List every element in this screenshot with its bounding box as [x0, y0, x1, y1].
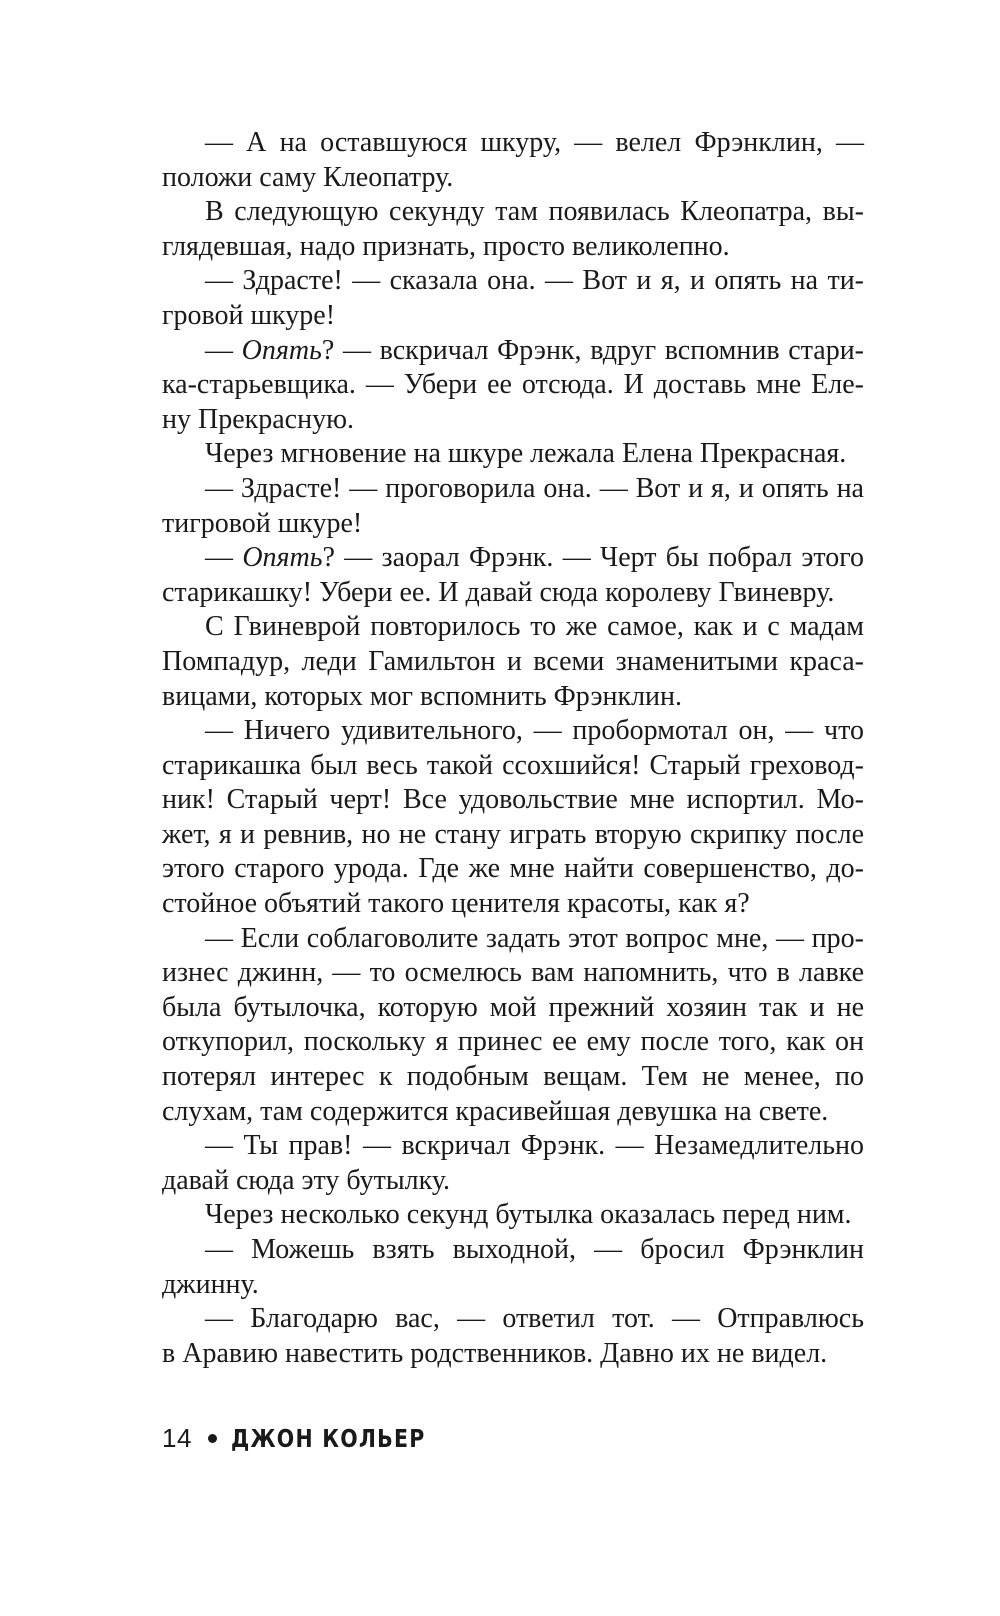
- text-line: — Здрасте! — сказала она. — Вот и я, и опять на ти-: [205, 265, 864, 297]
- paragraph: [162, 922, 864, 1130]
- text-run: —: [205, 334, 242, 366]
- page-number: 14: [162, 1423, 192, 1453]
- paragraph: [162, 472, 864, 541]
- text-line: [162, 334, 864, 369]
- italic-emphasis: Опять: [242, 542, 323, 574]
- paragraph: [162, 334, 864, 438]
- text-line: — Благодарю вас, — ответил тот. — Отправлюсь: [205, 1303, 864, 1335]
- text-line: С Гвиневрой повторилось то же самое, как и с мадам: [205, 611, 864, 643]
- paragraph: [162, 126, 864, 195]
- text-line: старикашка был весь такой ссохшийся! Старый греховод-: [162, 749, 864, 781]
- text-line: джинну.: [162, 1268, 259, 1300]
- running-author-name: ДЖОН КОЛЬЕР: [230, 1424, 426, 1453]
- text-run: —: [205, 542, 243, 574]
- paragraph: [162, 437, 864, 472]
- text-line: глядевшая, надо признать, просто великолепно.: [162, 230, 730, 262]
- text-line: этого старого урода. Где же мне найти совершенство, до-: [162, 853, 864, 885]
- text-line: — Можешь взять выходной, — бросил Фрэнклин: [205, 1234, 864, 1265]
- text-line: слухам, там содержится красивейшая девушка на свете.: [162, 1095, 829, 1127]
- text-line: давай сюда эту бутылку.: [162, 1164, 451, 1196]
- bullet-separator-icon: [208, 1434, 217, 1443]
- text-line: откупорил, поскольку я принес ее ему после того, как он: [162, 1026, 864, 1058]
- text-line: положи саму Клеопатру.: [162, 161, 454, 193]
- text-line: ну Прекрасную.: [162, 403, 354, 435]
- paragraph: [162, 714, 864, 922]
- text-line: гровой шкуре!: [162, 299, 336, 331]
- text-line: старикашку! Убери ее. И давай сюда королеву Гвиневру.: [162, 576, 835, 608]
- text-line: — А на оставшуюся шкуру, — велел Фрэнклин, —: [205, 127, 864, 158]
- paragraph: [162, 1233, 864, 1302]
- paragraph: [162, 1129, 864, 1198]
- text-line: изнес джинн, — то осмелюсь вам напомнить, что в лавке: [162, 957, 864, 989]
- paragraph: [162, 541, 864, 610]
- text-line: тигровой шкуре!: [162, 507, 363, 539]
- text-line: жет, я и ревнив, но не стану играть вторую скрипку после: [162, 818, 864, 850]
- page-body-text: [162, 126, 864, 1371]
- text-line: ка-старьевщика. — Убери ее отсюда. И доставь мне Еле-: [162, 369, 864, 401]
- text-run: ? — заорал Фрэнк. — Черт бы побрал этого: [322, 542, 865, 574]
- paragraph: [162, 1302, 864, 1371]
- text-line: была бутылочка, которую мой прежний хозяин так и не: [162, 991, 864, 1023]
- text-run: ? — вскричал Фрэнк, вдруг вспомнив стари-: [321, 334, 865, 366]
- text-line: В следующую секунду там появилась Клеопатра, вы-: [205, 196, 864, 228]
- text-line: ник! Старый черт! Все удовольствие мне испортил. Мо-: [162, 784, 864, 816]
- text-line: Через несколько секунд бутылка оказалась перед ним.: [205, 1199, 852, 1231]
- paragraph: [162, 610, 864, 714]
- text-line: [162, 541, 864, 576]
- text-line: стойное объятий такого ценителя красоты, как я?: [162, 888, 750, 920]
- text-line: — Ничего удивительного, — пробормотал он, — что: [205, 715, 864, 747]
- text-line: Помпадур, леди Гамильтон и всеми знаменитыми краса-: [162, 645, 864, 677]
- text-line: — Здрасте! — проговорила она. — Вот и я, и опять на: [205, 472, 864, 504]
- text-line: в Аравию навестить родственников. Давно их не видел.: [162, 1337, 828, 1369]
- text-line: вицами, которых мог вспомнить Фрэнклин.: [162, 680, 683, 712]
- paragraph: [162, 1198, 864, 1233]
- page-footer: [162, 1421, 468, 1456]
- italic-emphasis: Опять: [241, 334, 322, 366]
- paragraph: [162, 195, 864, 264]
- paragraph: [162, 264, 864, 333]
- text-line: — Ты прав! — вскричал Фрэнк. — Незамедлительно: [205, 1130, 864, 1162]
- text-line: — Если соблаговолите задать этот вопрос мне, — про-: [205, 922, 864, 954]
- text-line: Через мгновение на шкуре лежала Елена Прекрасная.: [205, 438, 847, 470]
- text-line: потерял интерес к подобным вещам. Тем не менее, по: [162, 1061, 864, 1093]
